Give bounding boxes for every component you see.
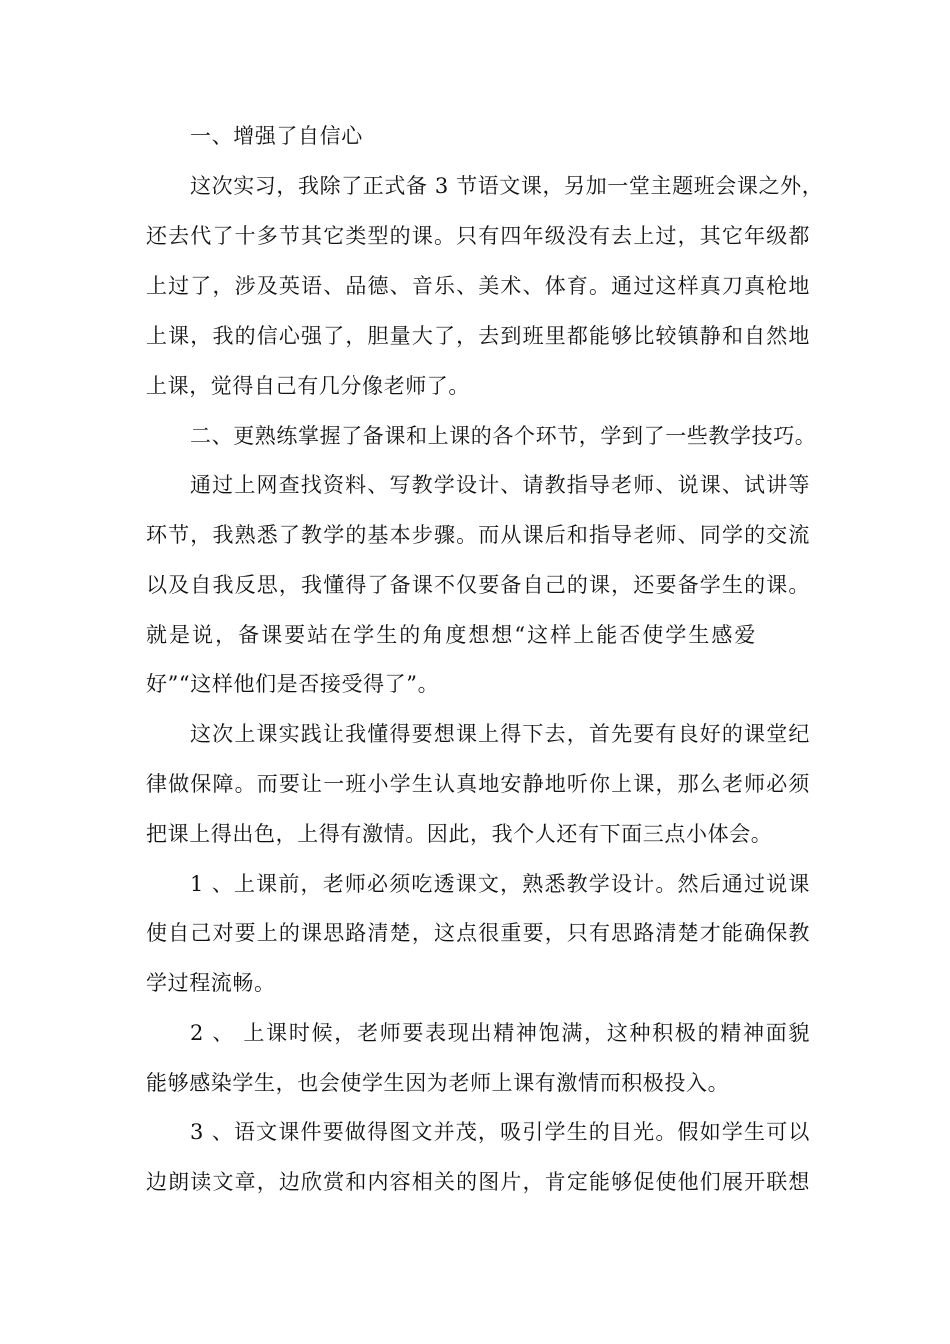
list-item-1: 1 、上课前，老师必须吃透课文，熟悉教学设计。然后通过说课 <box>190 872 810 896</box>
heading-2: 二、更熟练掌握了备课和上课的各个环节，学到了一些教学技巧。 <box>190 424 817 448</box>
heading-1: 一、增强了自信心 <box>190 124 363 148</box>
paragraph-line: 以及自我反思，我懂得了备课不仅要备自己的课，还要备学生的课。 <box>146 573 810 597</box>
paragraph-line: 边朗读文章，边欣赏和内容相关的图片，肯定能够促使他们展开联想 <box>146 1170 810 1194</box>
paragraph-line: 把课上得出色，上得有激情。因此，我个人还有下面三点小体会。 <box>146 822 773 846</box>
paragraph-line: 上课，我的信心强了，胆量大了，去到班里都能够比较镇静和自然地 <box>146 324 810 348</box>
paragraph-line: 这次实习，我除了正式备 3 节语文课，另加一堂主题班会课之外， <box>190 174 824 198</box>
paragraph-line: 上课，觉得自己有几分像老师了。 <box>146 374 470 398</box>
paragraph-line: 就是说，备课要站在学生的角度想想“这样上能否使学生感爱 <box>146 623 756 647</box>
paragraph-line: 好”“这样他们是否接受得了”。 <box>146 672 440 696</box>
paragraph-line: 学过程流畅。 <box>146 971 276 995</box>
list-item-3: 3 、语文课件要做得图文并茂，吸引学生的目光。假如学生可以 <box>190 1120 810 1144</box>
paragraph-line: 上过了，涉及英语、品德、音乐、美术、体育。通过这样真刀真枪地 <box>146 274 810 298</box>
paragraph-line: 还去代了十多节其它类型的课。只有四年级没有去上过，其它年级都 <box>146 224 810 248</box>
list-item-2: 2 、 上课时候，老师要表现出精神饱满，这种积极的精神面貌 <box>190 1021 810 1045</box>
paragraph-line: 这次上课实践让我懂得要想课上得下去，首先要有良好的课堂纪 <box>190 722 810 746</box>
paragraph-line: 律做保障。而要让一班小学生认真地安静地听你上课，那么老师必须 <box>146 772 810 796</box>
paragraph-line: 环节，我熟悉了教学的基本步骤。而从课后和指导老师、同学的交流 <box>146 523 810 547</box>
paragraph-line: 能够感染学生，也会使学生因为老师上课有激情而积极投入。 <box>146 1071 730 1095</box>
paragraph-line: 通过上网查找资料、写教学设计、请教指导老师、说课、试讲等 <box>190 473 810 497</box>
paragraph-line: 使自己对要上的课思路清楚，这点很重要，只有思路清楚才能确保教 <box>146 921 810 945</box>
